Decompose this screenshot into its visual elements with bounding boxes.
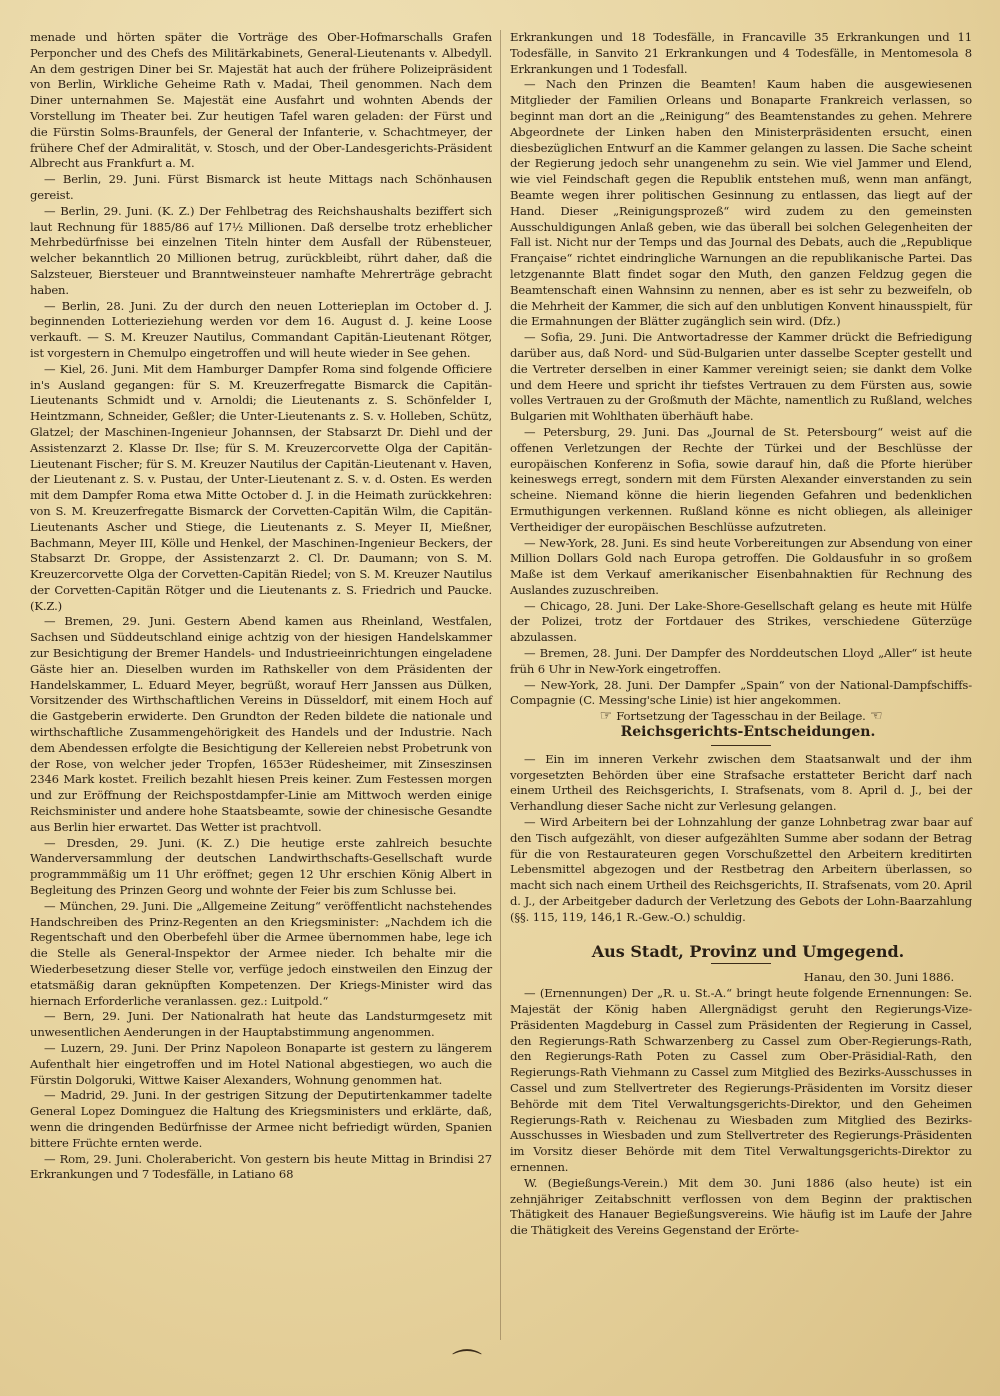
news-paragraph: menade und hörten später die Vorträge des Ober-Hofmarschalls Grafen Perponcher und des Chefs des Militärkabinets, General-Lieutenants v. Albedyll. An dem gestrigen Diner bei Sr. Majestät hat auch der frühere Polizeipräsident von Berlin, Wirkliche Geheime Rath v. Madai, Theil genommen. Nach dem Diner unternahmen Se. Majestät eine Ausfahrt und wohnten Abends der Vorstellung im Theater bei. Zur heutigen Tafel waren geladen: der Fürst und die Fürstin Solms-Braunfels, der General der Infanterie, v. Schachtmeyer, der frühere Chef der Admiralität, v. Stosch, und der Ober-Landesgerichts-Präsident Albrecht aus Frankfurt a. M. bbox=[30, 30, 492, 171]
news-paragraph: — Bremen, 28. Juni. Der Dampfer des Norddeutschen Lloyd „Aller“ ist heute früh 6 Uhr in New-York eingetroffen. bbox=[510, 646, 972, 676]
heading-rule bbox=[711, 963, 771, 964]
section-heading: Reichsgerichts-Entscheidungen. bbox=[620, 724, 876, 741]
news-paragraph: — Berlin, 28. Juni. Zu der durch den neuen Lotterieplan im October d. J. beginnenden Lotterieziehung werden vor dem 16. August d. J. keine Loose verkauft. — S. M. Kreuzer Nautilus, Commandant Capitän-Lieutenant Rötger, ist vorgestern in Chemulpo eingetroffen und will heute wieder in See gehen. bbox=[30, 298, 492, 360]
paper-fold-mark: ⌒ bbox=[452, 1348, 482, 1383]
news-paragraph: — Berlin, 29. Juni. Fürst Bismarck ist heute Mittags nach Schönhausen gereist. bbox=[30, 172, 492, 202]
news-paragraph: — Wird Arbeitern bei der Lohnzahlung der ganze Lohnbetrag zwar baar auf den Tisch aufgezählt, von dieser aufgezählten Summe aber sodann der Betrag für die von Restaurateuren gegen Vorschußzettel den Arbeitern kreditirten Lebensmittel abgezogen und der Restbetrag den Arbeitern überlassen, so macht sich nach einem Urtheil des Reichsgerichts, II. Strafsenats, vom 20. April d. J., der Arbeitgeber dadurch der Verletzung des Gebots der Lohn-Baarzahlung (§§. 115, 119, 146,1 R.-Gew.-O.) schuldig. bbox=[510, 815, 972, 924]
news-paragraph: — Berlin, 29. Juni. (K. Z.) Der Fehlbetrag des Reichshaushalts beziffert sich laut Rechnung für 1885/86 auf 17½ Millionen. Daß derselbe trotz erheblicher Mehrbedürfnisse bei einzelnen Titeln hinter dem Ausfall der Rübensteuer, welcher bekanntlich 20 Millionen betrug, zurückbleibt, rührt daher, daß die Salzsteuer, Biersteuer und Branntweinsteuer namhafte Mehrerträge gebracht haben. bbox=[30, 203, 492, 297]
news-paragraph: W. (Begießungs-Verein.) Mit dem 30. Juni 1886 (also heute) ist ein zehnjähriger Zeitabschnitt verflossen von dem Beginn der praktischen Thätigkeit des Hanauer Begießungsvereins. Wie häufig ist im Laufe der Jahre die Thätigkeit des Vereins Gegenstand der Erörte- bbox=[510, 1175, 972, 1238]
column-divider bbox=[500, 30, 501, 1340]
news-paragraph: — Dresden, 29. Juni. (K. Z.) Die heutige erste zahlreich besuchte Wanderversammlung der deutschen Landwirthschafts-Gesellschaft wurde programmmäßig um 11 Uhr eröffnet; gegen 12 Uhr erschien König Albert in Begleitung des Prinzen Georg und wohnte der Feier bis zum Schlusse bei. bbox=[30, 835, 492, 898]
news-paragraph: — Bremen, 29. Juni. Gestern Abend kamen aus Rheinland, Westfalen, Sachsen und Süddeutschland einige achtzig von der hiesigen Handelskammer zur Besichtigung der Bremer Handels- und Industrieeinrichtungen eingeladene Gäste hier an. Dieselben wurden im Rathskeller von dem Präsidenten der Handelskammer, L. Eduard Meyer, begrüßt, worauf Herr Janssen aus Dülken, Vorsitzender des Wirthschaftlichen Vereins in Düsseldorf, mit einem Hoch auf die Gastgeberin erwiderte. Den Grundton der Reden bildete die nationale und wirthschaftliche Zusammengehörigkeit des Handels und der Industrie. Nach dem Abendessen erfolgte die Besichtigung der Kellereien nebst Probetrunk von der Rose, von welcher jeder Tropfen, 1653er Rüdesheimer, mit Zinseszinsen 2346 Mark kostet. Freilich bezahlt hiesen Preis keiner. Zum Festessen morgen und zur Eröffnung der Reichspostdampfer-Linie am Mittwoch werden einige Reichsminister und andere hohe Staatsbeamte, sowie der chinesische Gesandte aus Berlin hier erwartet. Das Wetter ist prachtvoll. bbox=[30, 614, 492, 834]
right-column bbox=[510, 30, 972, 1239]
section-heading: Aus Stadt, Provinz und Umgegend. bbox=[591, 941, 905, 961]
news-paragraph: — Kiel, 26. Juni. Mit dem Hamburger Dampfer Roma sind folgende Officiere in's Ausland gegangen: für S. M. Kreuzerfregatte Bismarck die Capitän-Lieutenants Schmidt und v. Arnoldi; die Lieutenants z. S. Schönfelder I, Heintzmann, Schneider, Geßler; die Unter-Lieutenants z. S. v. Holleben, Schütz, Glatzel; der Maschinen-Ingenieur Johannsen, der Stabsarzt Dr. Diehl und der Assistenzarzt 2. Klasse Dr. Ilse; für S. M. Kreuzercorvette Olga der Capitän-Lieutenant Fischer; für S. M. Kreuzer Nautilus der Capitän-Lieutenant v. Haven, der Lieutenant z. S. v. Pustau, der Unter-Lieutenant z. S. v. d. Osten. Es werden mit dem Dampfer Roma etwa Mitte October d. J. in die Heimath zurückkehren: von S. M. Kreuzerfregatte Bismarck der Corvetten-Capitän Wilm, die Capitän-Lieutenants Ascher und Stiege, die Lieutenants z. S. Meyer II, Mießner, Bachmann, Meyer III, Kölle und Henkel, der Maschinen-Ingenieur Beckers, der Stabsarzt Dr. Groppe, der Assistenzarzt 2. Cl. Dr. Daumann; von S. M. Kreuzercorvette Olga der Corvetten-Capitän Riedel; von S. M. Kreuzer Nautilus der Corvetten-Capitän Rötger und die Lieutenants z. S. Friedrich und Paucke. (K.Z.) bbox=[30, 361, 492, 613]
news-paragraph: — (Ernennungen) Der „R. u. St.-A.“ bringt heute folgende Ernennungen: Se. Majestät der König haben Allergnädigst geruht den Regierungs-Vize-Präsidenten Magdeburg in Cassel zum Präsidenten der Regierung in Cassel, den Regierungs-Rath Schwarzenberg zu Cassel zum Ober-Regierungs-Rath, den Regierungs-Rath Poten zu Cassel zum Ober-Präsidial-Rath, den Regierungs-Rath Viehmann zu Cassel zum Mitglied des Bezirks-Ausschusses in Cassel und zum Stellvertreter des Regierungs-Präsidenten im Vorsitz dieser Behörde mit dem Titel Verwaltungsgerichts-Direktor, und den Geheimen Regierungs-Rath v. Reichenau zu Wiesbaden zum Mitglied des Bezirks-Ausschusses in Wiesbaden und zum Stellvertreter des Regierungs-Präsidenten im Vorsitz dieser Behörde mit dem Titel Verwaltungsgerichts-Direktor zu ernennen. bbox=[510, 986, 972, 1174]
news-paragraph: — New-York, 28. Juni. Es sind heute Vorbereitungen zur Absendung von einer Million Dollars Gold nach Europa getroffen. Die Goldausfuhr in so großem Maße ist dem Verkauf amerikanischer Eisenbahnaktien für Rechnung des Auslandes zuzuschreiben. bbox=[510, 535, 972, 597]
continuation-text: Fortsetzung der Tagesschau in der Beilage. bbox=[616, 709, 866, 724]
news-paragraph: Erkrankungen und 18 Todesfälle, in Francaville 35 Erkrankungen und 11 Todesfälle, in Sanvito 21 Erkrankungen und 4 Todesfälle, in Mentomesola 8 Erkrankungen und 1 Todesfall. bbox=[510, 30, 972, 76]
continuation-note bbox=[510, 709, 972, 725]
left-column bbox=[30, 30, 492, 1183]
news-paragraph: — Rom, 29. Juni. Cholerabericht. Von gestern bis heute Mittag in Brindisi 27 Erkrankungen und 7 Todesfälle, in Latiano 68 bbox=[30, 1151, 492, 1182]
news-paragraph: — Ein im inneren Verkehr zwischen dem Staatsanwalt und der ihm vorgesetzten Behörden über eine Strafsache erstatteter Bericht darf nach einem Urtheil des Reichsgerichts, I. Strafsenats, vom 8. April d. J., bei der Verhandlung dieser Sache nicht zur Verlesung gelangen. bbox=[510, 751, 972, 814]
news-paragraph: — Nach den Prinzen die Beamten! Kaum haben die ausgewiesenen Mitglieder der Familien Orleans und Bonaparte Frankreich verlassen, so beginnt man dort an die „Reinigung“ des Beamtenstandes zu gehen. Mehrere Abgeordnete der Linken haben den Ministerpräsidenten ersucht, einen diesbezüglichen Entwurf an die Kammer gelangen zu lassen. Die Sache scheint der Regierung jedoch sehr unangenehm zu sein. Wie viel Jammer und Elend, wie viel Feindschaft gegen die Republik entstehen muß, wenn man anfängt, Beamte wegen ihrer politischen Gesinnung zu entlassen, das liegt auf der Hand. Dieser „Reinigungsprozeß“ wird zudem zu den gemeinsten Ausschuldigungen Anlaß geben, wie das überall bei solchen Gelegenheiten der Fall ist. Nicht nur der Temps und das Journal des Debats, auch die „Republique Française“ richtet eindringliche Warnungen an die republikanische Partei. Das letzgenannte Blatt findet sogar den Muth, den ganzen Feldzug gegen die Beamtenschaft einen Wahnsinn zu nennen, aber es ist sehr zu bezweifeln, ob die Mehrheit der Kammer, die sich auf den unblutigen Konvent hinausspielt, für die Ermahnungen der Blätter zugänglich sein wird. (Dfz.) bbox=[510, 77, 972, 329]
news-paragraph: — Bern, 29. Juni. Der Nationalrath hat heute das Landsturmgesetz mit unwesentlichen Aenderungen in der Hauptabstimmung angenommen. bbox=[30, 1009, 492, 1040]
heading-rule bbox=[711, 745, 771, 746]
pointing-hand-icon: ☞ bbox=[599, 708, 617, 725]
news-paragraph: — Madrid, 29. Juni. In der gestrigen Sitzung der Deputirtenkammer tadelte General Lopez Dominguez die Haltung des Kriegsministers und erklärte, daß, wenn die dringenden Bedürfnisse der Armee nicht befriedigt würden, Spanien bittere Früchte ernten werde. bbox=[30, 1088, 492, 1150]
news-paragraph: — New-York, 28. Juni. Der Dampfer „Spain“ von der National-Dampfschiffs-Compagnie (C. Messing'sche Linie) ist hier angekommen. bbox=[510, 677, 972, 708]
dateline: Hanau, den 30. Juni 1886. bbox=[803, 970, 954, 985]
news-paragraph: — Petersburg, 29. Juni. Das „Journal de St. Petersbourg“ weist auf die offenen Verletzungen der Rechte der Türkei und der Beschlüsse der europäischen Konferenz in Sofia, sowie darauf hin, daß die Pforte hierüber keineswegs erregt, sondern mit dem Fürsten Alexander einverstanden zu sein scheine. Niemand könne die hierin liegenden Gefahren und bedenklichen Ermuthigungen verkennen. Rußland könne es nicht obliegen, als alleiniger Vertheidiger der europäischen Beschlüsse aufzutreten. bbox=[510, 424, 972, 534]
news-paragraph: — Sofia, 29. Juni. Die Antwortadresse der Kammer drückt die Befriedigung darüber aus, daß Nord- und Süd-Bulgarien unter dasselbe Scepter gestellt und die Vertreter derselben in einer Kammer vereinigt seien; sie dankt dem Volke und dem Heere und spricht ihr tiefstes Vertrauen zu dem Fürsten aus, sowie volles Vertrauen zu der Großmuth der Mächte, namentlich zu Rußland, welches Bulgarien mit Wohlthaten überhäuft habe. bbox=[510, 330, 972, 424]
news-paragraph: — Chicago, 28. Juni. Der Lake-Shore-Gesellschaft gelang es heute mit Hülfe der Polizei, trotz der Fortdauer des Strikes, verschiedene Güterzüge abzulassen. bbox=[510, 598, 972, 645]
news-paragraph: — München, 29. Juni. Die „Allgemeine Zeitung“ veröffentlicht nachstehendes Handschreiben des Prinz-Regenten an den Kriegsminister: „Nachdem ich die Regentschaft und den Oberbefehl über die Armee übernommen habe, lege ich die Stelle als General-Inspektor der Armee nieder. Ich behalte mir die Wiederbesetzung dieser Stelle vor, verfüge jedoch einstweilen den Einzug der etatsmäßig daran geknüpften Kompetenzen. Der Kriegs-Minister wird das hiernach Erforderliche veranlassen. gez.: Luitpold.“ bbox=[30, 898, 492, 1008]
news-paragraph: — Luzern, 29. Juni. Der Prinz Napoleon Bonaparte ist gestern zu längerem Aufenthalt hier eingetroffen und im Hotel National abgestiegen, wo auch die Fürstin Dolgoruki, Wittwe Kaiser Alexanders, Wohnung genommen hat. bbox=[30, 1041, 492, 1087]
pointing-hand-icon: ☜ bbox=[865, 708, 883, 725]
